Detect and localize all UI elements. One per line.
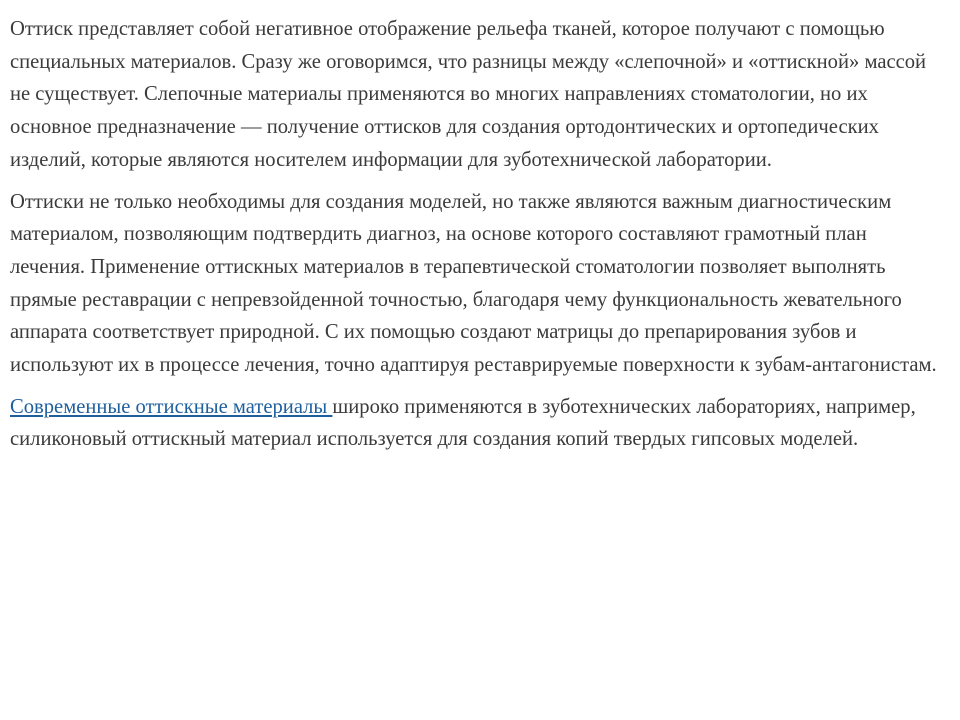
modern-impression-materials-link[interactable]: Современные оттискные материалы [10,395,333,418]
article-body [10,13,945,465]
paragraph-impression-diagnostics: Оттиски не только необходимы для создания моделей, но также являются важным диагностическим материалом, позволяющим подтвердить диагноз, на основе которого составляют грамотный план лечения. Применение оттискных материалов в терапевтической стоматологии позволяет выполнять прямые реставрации с непревзойденной точностью, благодаря чему функциональность жевательного аппарата соответствует природной. С их помощью создают матрицы до препарирования зубов и используют их в процессе лечения, точно адаптируя реставрируемые поверхности к зубам-антагонистам. [10,190,937,377]
paragraph-modern-materials [10,391,945,456]
paragraph-modern-materials-text: широко применяются в зуботехнических лабораториях, например, силиконовый оттискный материал используется для создания копий твердых гипсовых моделей. [10,395,916,451]
paragraph-impression-definition: Оттиск представляет собой негативное отображение рельефа тканей, которое получают с помощью специальных материалов. Сразу же оговоримся, что разницы между «слепочной» и «оттискной» массой не существует. Слепочные материалы применяются во многих направлениях стоматологии, но их основное предназначение — получение оттисков для создания ортодонтических и ортопедических изделий, которые являются носителем информации для зуботехнической лаборатории. [10,18,927,171]
